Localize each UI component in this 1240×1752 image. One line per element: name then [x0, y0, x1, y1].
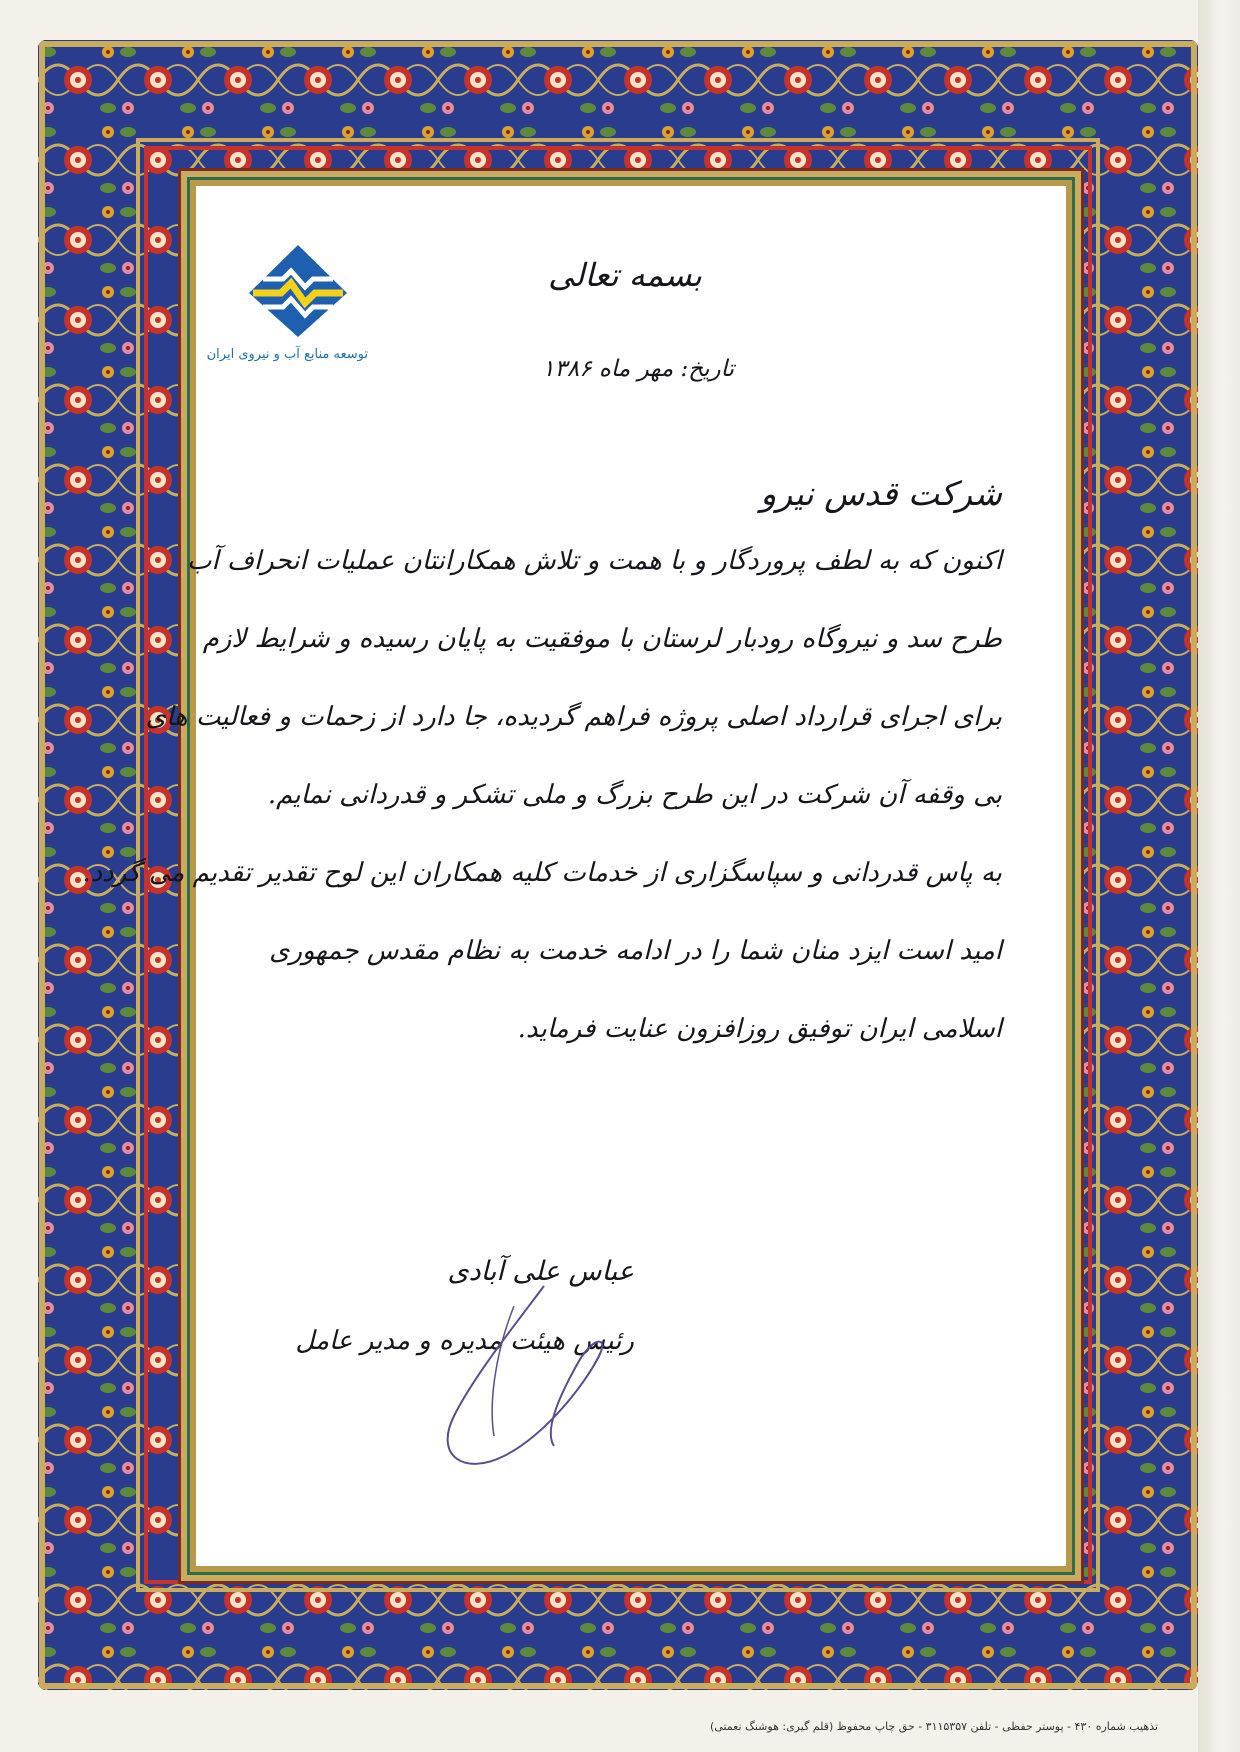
print-footer: تذهیب شماره ۴۳۰ - پوستر حفظی - تلفن ۳۱۱۵۳۵۷ - حق چاپ محفوظ (قلم گیری: هوشنگ نعمتی) — [710, 1720, 1158, 1733]
logo-caption: توسعه منابع آب و نیروی ایران — [206, 347, 368, 362]
body-line: بی وقفه آن شرکت در این طرح بزرگ و ملی تشکر و قدردانی نمایم. — [267, 780, 1002, 810]
date-line: تاریخ: مهر ماه ۱۳۸۶ — [542, 356, 734, 382]
page-binding-strip — [1198, 0, 1240, 1752]
certificate-content — [82, 186, 1054, 1554]
body-line: امید است ایزد منان شما را در ادامه خدمت به نظام مقدس جمهوری — [269, 936, 1002, 966]
body-line: طرح سد و نیروگاه رودبار لرستان با موفقیت به پایان رسیده و شرایط لازم — [202, 624, 1002, 654]
body-line: برای اجرای قرارداد اصلی پروژه فراهم گردیده، جا دارد از زحمات و فعالیت های — [145, 702, 1002, 732]
body-line: اکنون که به لطف پروردگار و با همت و تلاش همکارانتان عملیات انحراف آب — [187, 546, 1002, 576]
body-line: اسلامی ایران توفیق روزافزون عنایت فرماید. — [517, 1014, 1002, 1044]
body-line: به پاس قدردانی و سپاسگزاری از خدمات کلیه همکاران این لوح تقدیر تقدیم می گردد. — [82, 858, 1002, 888]
basmala-heading: بسمه تعالی — [548, 256, 702, 294]
signatory-name: عباس علی آبادی — [447, 1256, 634, 1287]
addressee: شرکت قدس نیرو — [760, 474, 1002, 513]
handwritten-signature — [394, 1266, 624, 1486]
certificate-body — [82, 546, 1002, 1094]
signatory-title: رئیس هیئت مدیره و مدیر عامل — [295, 1326, 634, 1356]
